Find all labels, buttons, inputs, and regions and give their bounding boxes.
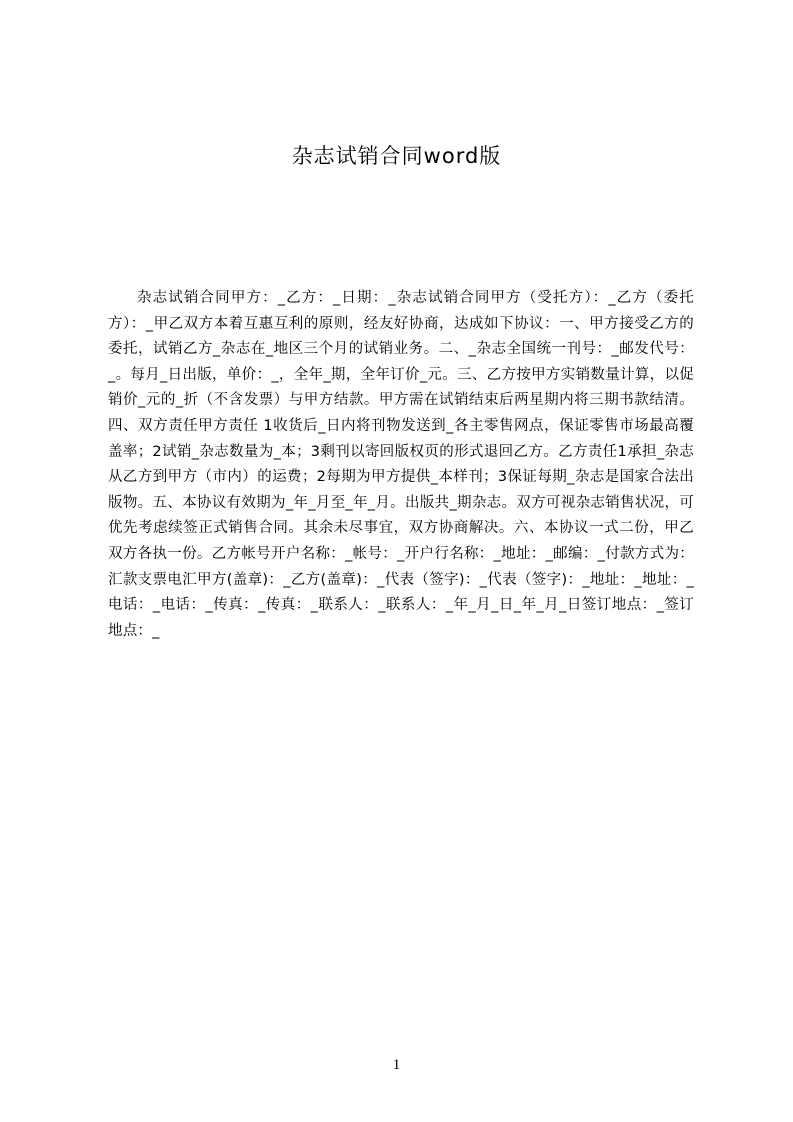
page-number: 1 bbox=[392, 1057, 401, 1073]
document-title: 杂志试销合同word版 bbox=[291, 144, 502, 168]
contract-body-text: 杂志试销合同甲方：_乙方：_日期：_杂志试销合同甲方（受托方）：_乙方（委托方）：_甲乙双方本着互惠互利的原则，经友好协商，达成如下协议：一、甲方接受乙方的委托，试销乙方_杂志在_地区三个月的试销业务。二、_杂志全国统一刊号：_邮发代号：_。每月_日出版，单价：_，全年_期，全年订价_元。三、乙方按甲方实销数量计算，以促销价_元的_折（不含发票）与甲方结款。甲方需在试销结束后两星期内将三期书款结清。四、双方责任甲方责任 1收货后_日内将刊物发送到_各主零售网点，保证零售市场最高覆盖率；2试销_杂志数量为_本；3剩刊以寄回版权页的形式退回乙方。乙方责任1承担_杂志从乙方到甲方（市内）的运费；2每期为甲方提供_本样刊；3保证每期_杂志是国家合法出版物。五、本协议有效期为_年_月至_年_月。出版共_期杂志。双方可视杂志销售状况，可优先考虑续签正式销售合同。其余未尽事宜，双方协商解决。六、本协议一式二份，甲乙双方各执一份。乙方帐号开户名称：_帐号：_开户行名称：_地址：_邮编：_付款方式为：汇款支票电汇甲方(盖章)：_乙方(盖章)：_代表（签字)：_代表（签字)：_地址：_地址：_电话：_电话：_传真：_传真：_联系人：_联系人：_年_月_日_年_月_日签订地点：_签订地点：_ bbox=[108, 290, 694, 639]
